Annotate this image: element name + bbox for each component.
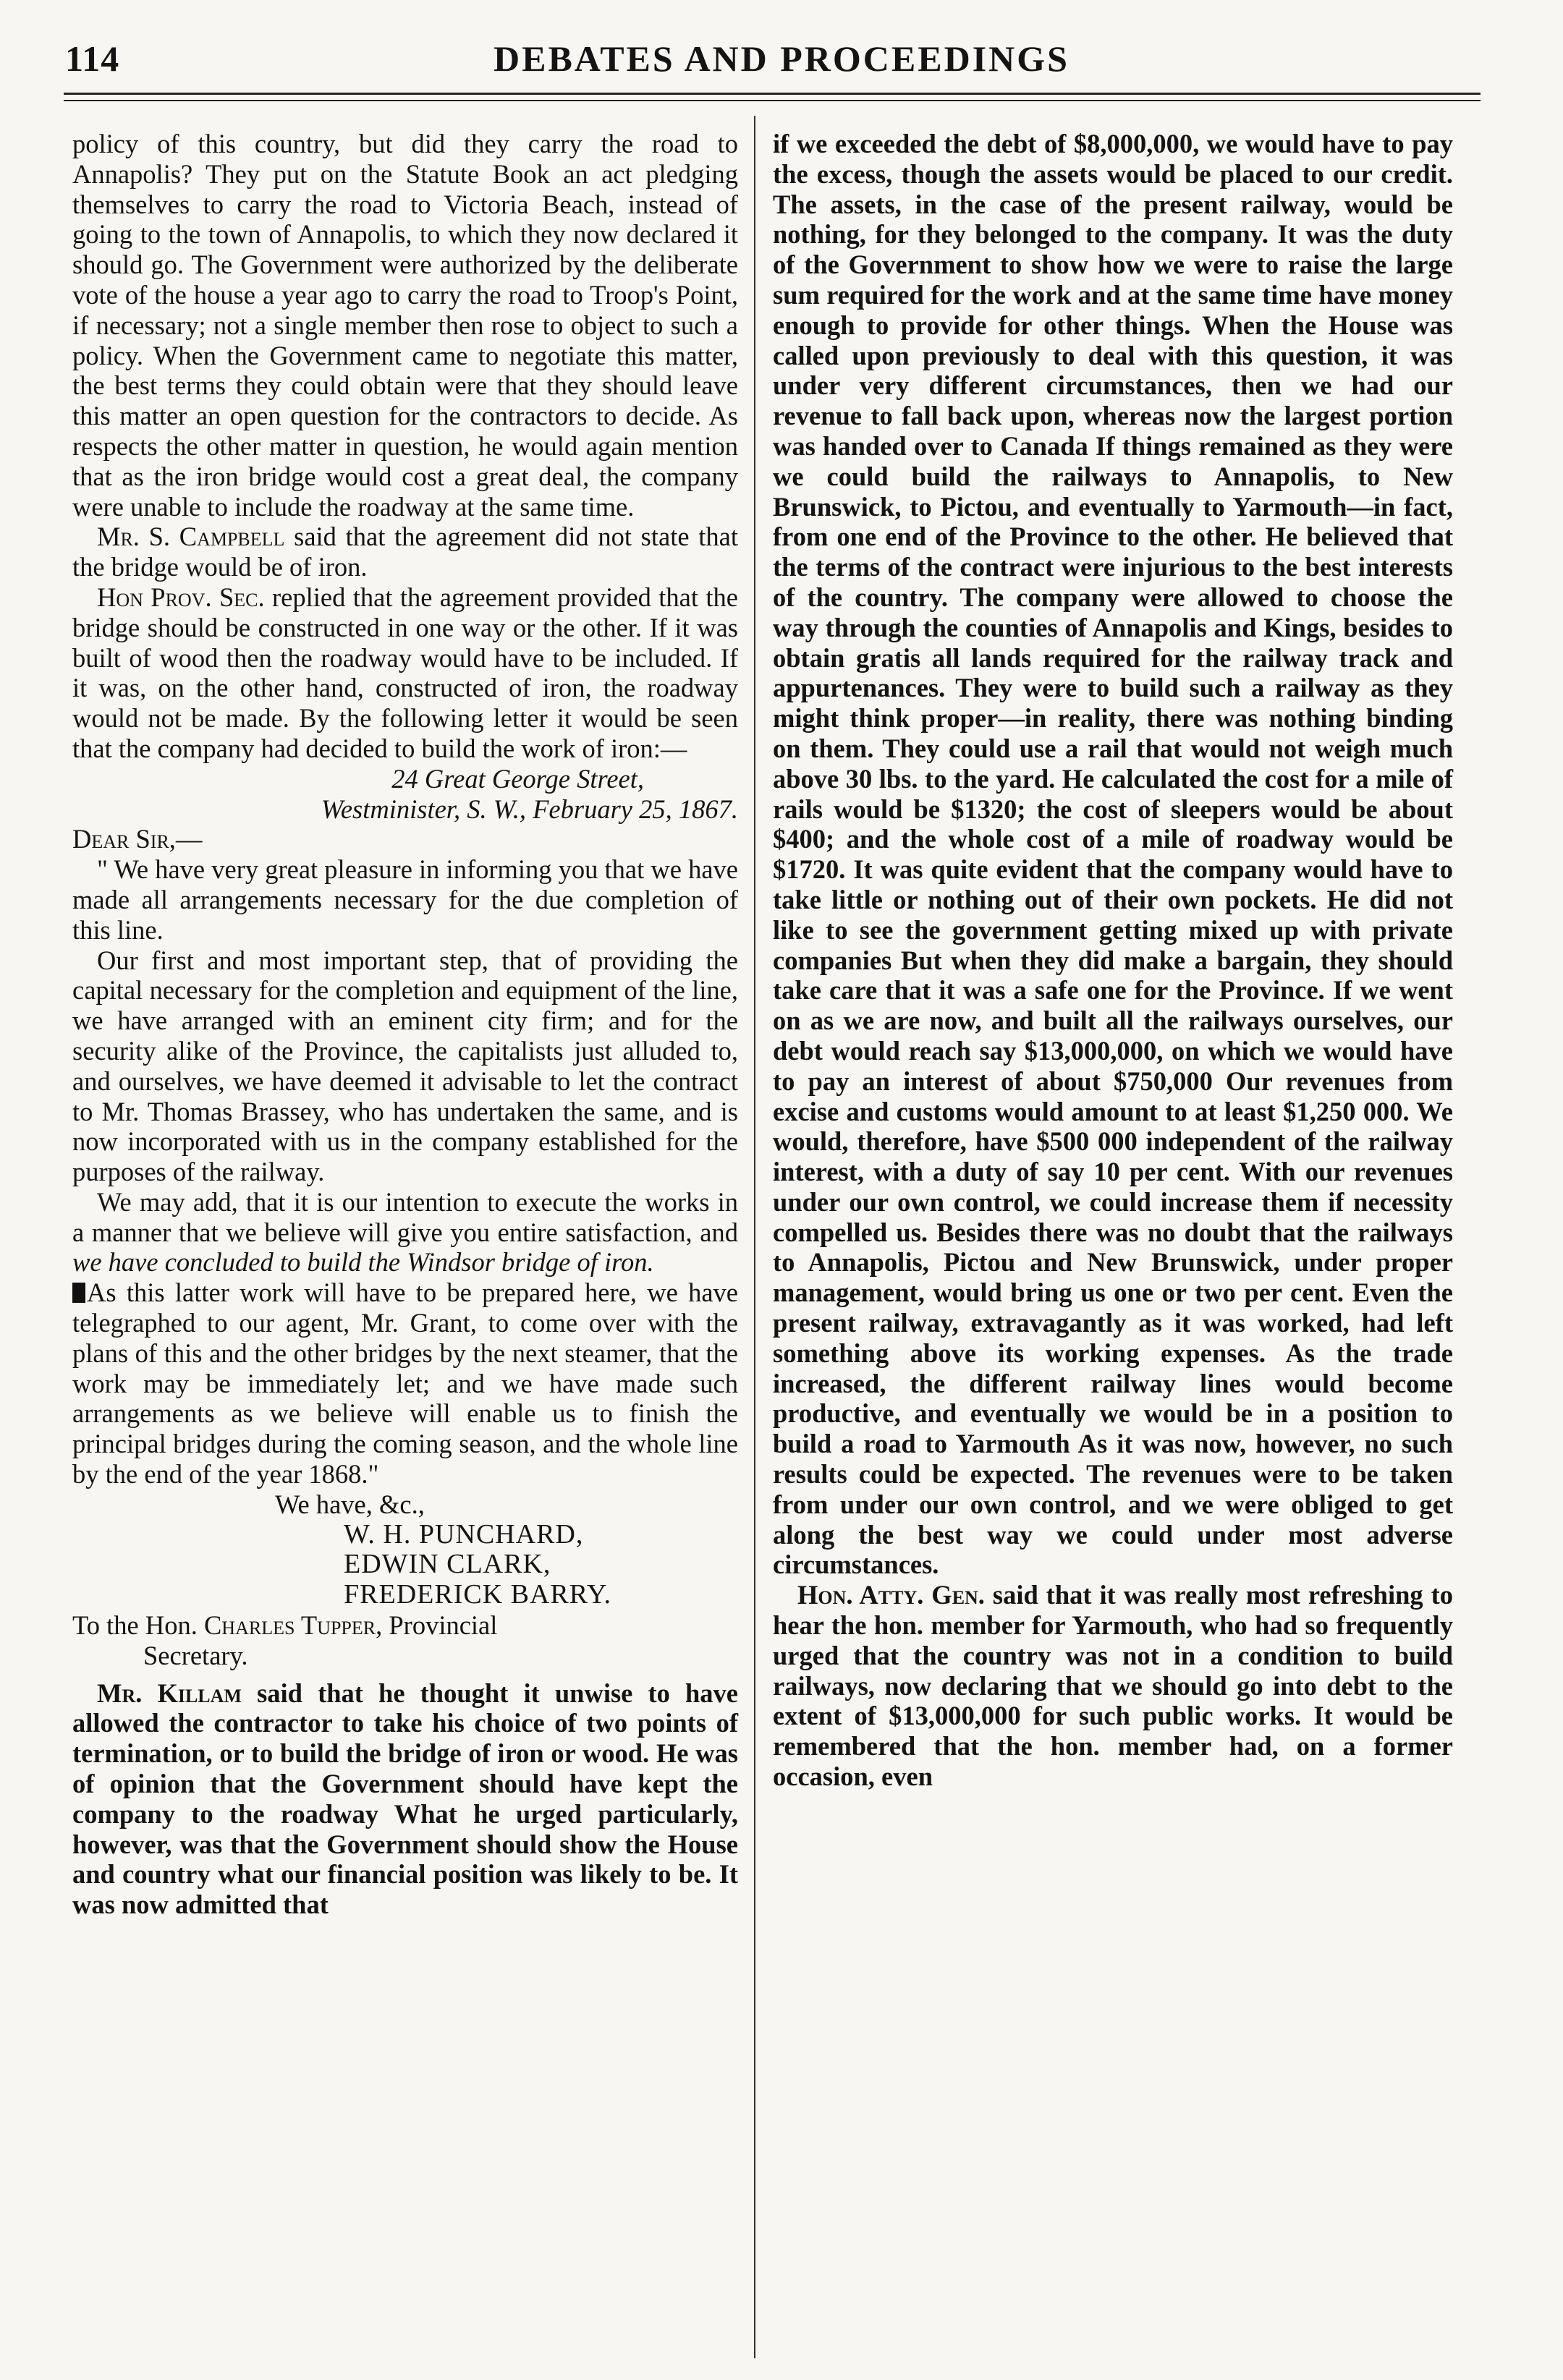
- speaker-name: Mr. Killam: [97, 1678, 242, 1708]
- paragraph: if we exceeded the debt of $8,000,000, we would have to pay the excess, though the assets would be placed to our credit. The assets, in the case of the present railway, would be nothing, for they belonged to the company. It was the duty of the Government to show how we were to raise the large sum required for the work and at the same time have money enough to provide for other things. When the House was called upon previously to deal with this question, it was under very different circumstances, then we had our revenue to fall back upon, whereas now the largest portion was handed over to Canada If things remained as they were we could build the railways to Annapolis, to New Brunswick, to Pictou, and eventually to Yarmouth—in fact, from one end of the Province to the other. He believed that the terms of the contract were injurious to the best interests of the country. The company were allowed to choose the way through the counties of Annapolis and Kings, besides to obtain gratis all lands required for the railway track and appurtenances. They were to build such a railway as they might think proper—in reality, there was nothing binding on them. They could use a rail that would not weigh much above 30 lbs. to the yard. He calculated the cost for a mile of rails would be $1320; the cost of sleepers would be about $400; and the whole cost of a mile of roadway would be $1720. It was quite evident that the company would have to take little or nothing out of their own pockets. He did not like to see the government getting mixed up with private companies But when they did make a bargain, they should take care that it was a safe one for the Province. If we went on as we are now, and built all the railways ourselves, our debt would reach say $13,000,000, on which we would have to pay an interest of about $750,000 Our revenues from excise and customs would amount to at least $1,250 000. We would, therefore, have $500 000 independent of the railway interest, with a duty of say 10 per cent. With our revenues under our own control, we could increase them if necessity compelled us. Besides there was no doubt that the railways to Annapolis, Pictou and New Brunswick, under proper management, would bring us one or two per cent. Even the present railway, extravagantly as it was worked, had left something above its working expenses. As the trade increased, the different railway lines would become productive, and eventually we would be in a position to build a road to Yarmouth As it was now, however, no such results could be expected. The revenues were to be taken from under our own control, and we were obliged to get along the best way we could under most adverse circumstances.: [773, 129, 1453, 1580]
- letter-closing: We have, &c.,: [275, 1489, 425, 1519]
- addressee-suffix: , Provincial: [376, 1610, 498, 1641]
- left-column: [72, 129, 738, 1920]
- ink-blot-icon: [72, 1283, 85, 1303]
- letter-addressee: [72, 1610, 738, 1641]
- signatory: FREDERICK BARRY.: [344, 1579, 612, 1610]
- letter-address: 24 Great George Street,: [391, 763, 644, 794]
- letter-salutation: Dear Sir,—: [72, 824, 203, 854]
- letter-text: As this latter work will have to be prepared here, we have telegraphed to our agent, Mr. Grant, to come over with the plans of this and the other bridges by the next steamer, that the work may be immediately let; and we have made such arrangements as we believe will enable us to finish the principal bridges during the coming season, and the whole line by the end of the year 1868.": [72, 1278, 738, 1489]
- letter-paragraph: " We have very great pleasure in informing you that we have made all arrangements necessary for the due completion of this line.: [72, 854, 738, 945]
- signatory: W. H. PUNCHARD,: [344, 1518, 584, 1550]
- addressee-title: Secretary.: [143, 1640, 248, 1670]
- signatory: EDWIN CLARK,: [344, 1549, 551, 1580]
- speech-paragraph: [72, 522, 738, 582]
- speaker-name: Mr. S. Campbell: [97, 522, 285, 552]
- speech-text: said that the agreement did not state that the bridge would be of iron.: [72, 522, 738, 582]
- header-rule-thin: [64, 100, 1481, 101]
- column-divider: [754, 116, 755, 2358]
- speech-paragraph: [773, 1580, 1453, 1792]
- header-rule-thick: [64, 93, 1481, 95]
- running-head: DEBATES AND PROCEEDINGS: [493, 38, 1069, 79]
- speech-text: replied that the agreement provided that the bridge should be constructed in one way or the other. If it was built of wood then the roadway would have to be included. If it was, on the other hand, constructed of iron, the roadway would not be made. By the following letter it would be seen that the company had decided to build the work of iron:—: [72, 582, 738, 763]
- speaker-name: Hon. Atty. Gen.: [797, 1580, 985, 1610]
- speech-paragraph: [72, 1678, 738, 1920]
- paragraph: policy of this country, but did they carry the road to Annapolis? They put on the Statute Book an act pledging themselves to carry the road to Victoria Beach, instead of going to the town of Annapolis, to which they now declared it should go. The Government were authorized by the deliberate vote of the house a year ago to carry the road to Troop's Point, if necessary; not a single member then rose to object to such a policy. When the Government came to negotiate this matter, the best terms they could obtain were that they should leave this matter an open question for the contractors to decide. As respects the other matter in question, he would again mention that as the iron bridge would cost a great deal, the company were unable to include the roadway at the same time.: [72, 129, 738, 522]
- speaker-name: Hon Prov. Sec.: [97, 582, 265, 612]
- addressee-prefix: To the Hon.: [72, 1610, 204, 1641]
- letter-text: We may add, that it is our intention to execute the works in a manner that we believe will give you entire satisfaction, and: [72, 1186, 738, 1247]
- addressee-name: Charles Tupper: [203, 1610, 376, 1641]
- letter-paragraph: [72, 1278, 738, 1489]
- letter-emphasis: we have concluded to build the Windsor bridge of iron.: [72, 1247, 654, 1278]
- page-header: [43, 32, 1520, 97]
- letter-paragraph: Our first and most important step, that of providing the capital necessary for the completion and equipment of the line, we have arranged with an eminent city firm; and for the security alike of the Province, the capitalists just alluded to, and ourselves, we have deemed it advisable to let the contract to Mr. Thomas Brassey, who has undertaken the same, and is now incorporated with us in the company established for the purposes of the railway.: [72, 945, 738, 1187]
- speech-paragraph: [72, 582, 738, 764]
- speech-text: said that it was really most refreshing to hear the hon. member for Yarmouth, who had so frequently urged that the country was not in a condition to build railways, now declaring that we should go into debt to the extent of $13,000,000 for such public works. It would be remembered that the hon. member had, on a former occasion, even: [773, 1580, 1453, 1792]
- right-column: [773, 129, 1453, 1792]
- speech-text: said that he thought it unwise to have allowed the contractor to take his choice of two points of termination, or to build the bridge of iron or wood. He was of opinion that the Government should have kept the company to the roadway What he urged particularly, however, was that the Government should show the House and country what our financial position was likely to be. It was now admitted that: [72, 1678, 738, 1920]
- page-number: 114: [65, 38, 120, 79]
- letter-paragraph: [72, 1187, 738, 1278]
- letter-dateline: Westminister, S. W., February 25, 1867.: [321, 794, 738, 824]
